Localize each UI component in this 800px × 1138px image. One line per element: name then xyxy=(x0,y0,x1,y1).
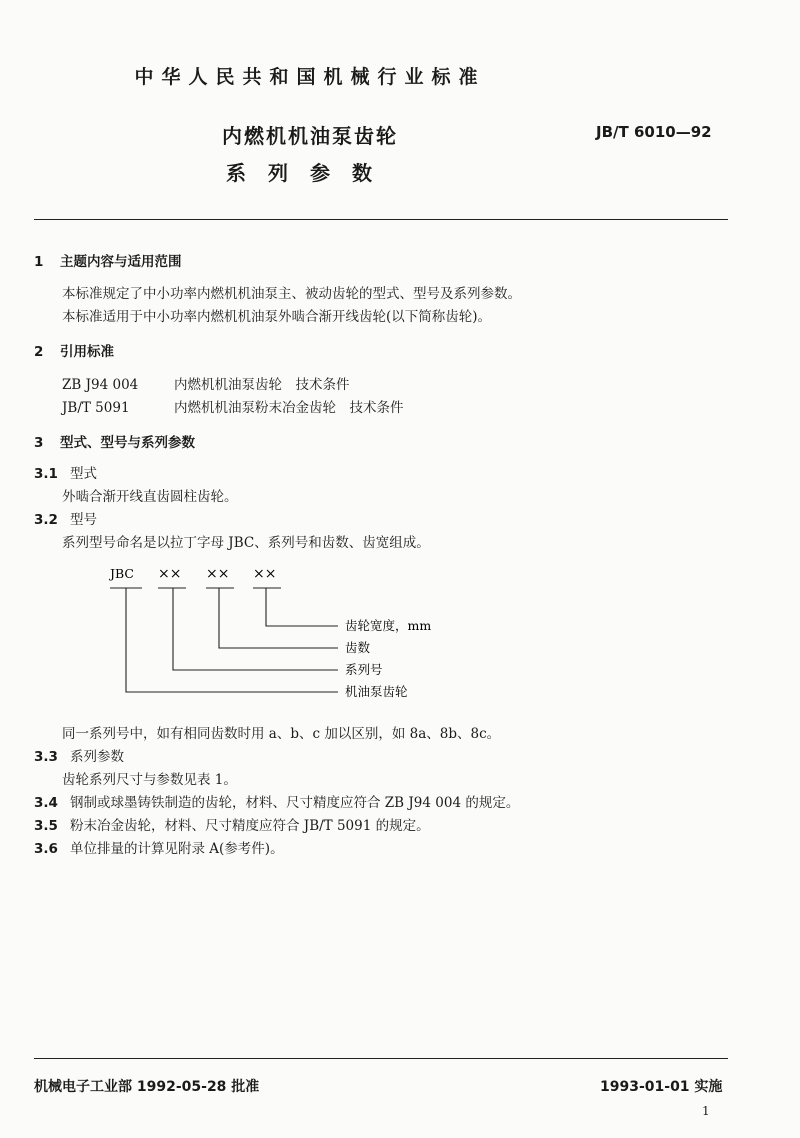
section-number: 2 xyxy=(34,344,44,360)
designation-placeholder: ×× xyxy=(206,566,230,582)
subsection-3-5 xyxy=(34,814,430,834)
reference-code: ZB J94 004 xyxy=(62,377,139,393)
reference-title: 内燃机机油泵粉末冶金齿轮 技术条件 xyxy=(174,400,404,416)
section-title: 型式、型号与系列参数 xyxy=(60,435,195,451)
approval-date: 机械电子工业部 1992-05-28 批准 xyxy=(34,1079,260,1095)
subsection-number: 3.6 xyxy=(34,841,58,857)
effective-date: 1993-01-01 实施 xyxy=(600,1079,723,1095)
subsection-number: 3.4 xyxy=(34,795,58,811)
document-title: 内燃机机油泵齿轮 xyxy=(222,124,398,148)
subsection-title: 型式 xyxy=(70,466,97,482)
designation-label: 齿轮宽度，mm xyxy=(345,618,432,633)
subsection-text: 钢制或球墨铸铁制造的齿轮，材料、尺寸精度应符合 ZB J94 004 的规定。 xyxy=(70,795,520,811)
leader-line xyxy=(126,588,338,692)
subsection-title: 型号 xyxy=(70,512,97,528)
leader-line xyxy=(173,588,338,670)
designation-prefix: JBC xyxy=(110,566,134,581)
subsection-text: 粉末冶金齿轮，材料、尺寸精度应符合 JB/T 5091 的规定。 xyxy=(70,818,430,834)
designation-placeholder: ×× xyxy=(253,566,277,582)
subsection-number: 3.5 xyxy=(34,818,58,834)
subsection-3-4 xyxy=(34,791,519,811)
subsection-3-3-text: 齿轮系列尺寸与参数见表 1。 xyxy=(62,772,237,788)
section-title: 主题内容与适用范围 xyxy=(60,254,182,270)
subsection-3-2-text: 系列型号命名是以拉丁字母 JBC、系列号和齿数、齿宽组成。 xyxy=(62,535,430,551)
subsection-number: 3.3 xyxy=(34,749,58,765)
section-number: 3 xyxy=(34,435,44,451)
subsection-3-3-heading xyxy=(34,745,124,765)
section-1-paragraph-1: 本标准规定了中小功率内燃机机油泵主、被动齿轮的型式、型号及系列参数。 xyxy=(62,286,521,302)
subsection-text: 单位排量的计算见附录 A(参考件)。 xyxy=(70,841,284,857)
designation-label: 机油泵齿轮 xyxy=(345,684,408,699)
section-1-paragraph-2: 本标准适用于中小功率内燃机机油泵外啮合渐开线齿轮(以下简称齿轮)。 xyxy=(62,309,492,325)
designation-note: 同一系列号中，如有相同齿数时用 a、b、c 加以区别，如 8a、8b、8c。 xyxy=(62,726,501,742)
section-title: 引用标准 xyxy=(60,344,114,360)
designation-label: 系列号 xyxy=(345,662,383,677)
subsection-title: 系列参数 xyxy=(70,749,124,765)
leader-line xyxy=(219,588,338,648)
standard-body-title: 中华人民共和国机械行业标准 xyxy=(134,66,486,88)
designation-label: 齿数 xyxy=(345,640,371,655)
page-number: 1 xyxy=(702,1104,710,1118)
standard-code: JB/T 6010—92 xyxy=(596,123,712,141)
reference-title: 内燃机机油泵齿轮 技术条件 xyxy=(174,377,350,393)
section-number: 1 xyxy=(34,254,44,270)
subsection-number: 3.2 xyxy=(34,512,58,528)
leader-line xyxy=(266,588,338,626)
subsection-3-1-text: 外啮合渐开线直齿圆柱齿轮。 xyxy=(62,489,238,505)
document-subtitle: 系列参数 xyxy=(226,161,394,185)
footer-divider xyxy=(34,1058,728,1059)
reference-code: JB/T 5091 xyxy=(62,400,130,416)
subsection-3-6 xyxy=(34,837,284,857)
subsection-number: 3.1 xyxy=(34,466,58,482)
designation-placeholder: ×× xyxy=(158,566,182,582)
